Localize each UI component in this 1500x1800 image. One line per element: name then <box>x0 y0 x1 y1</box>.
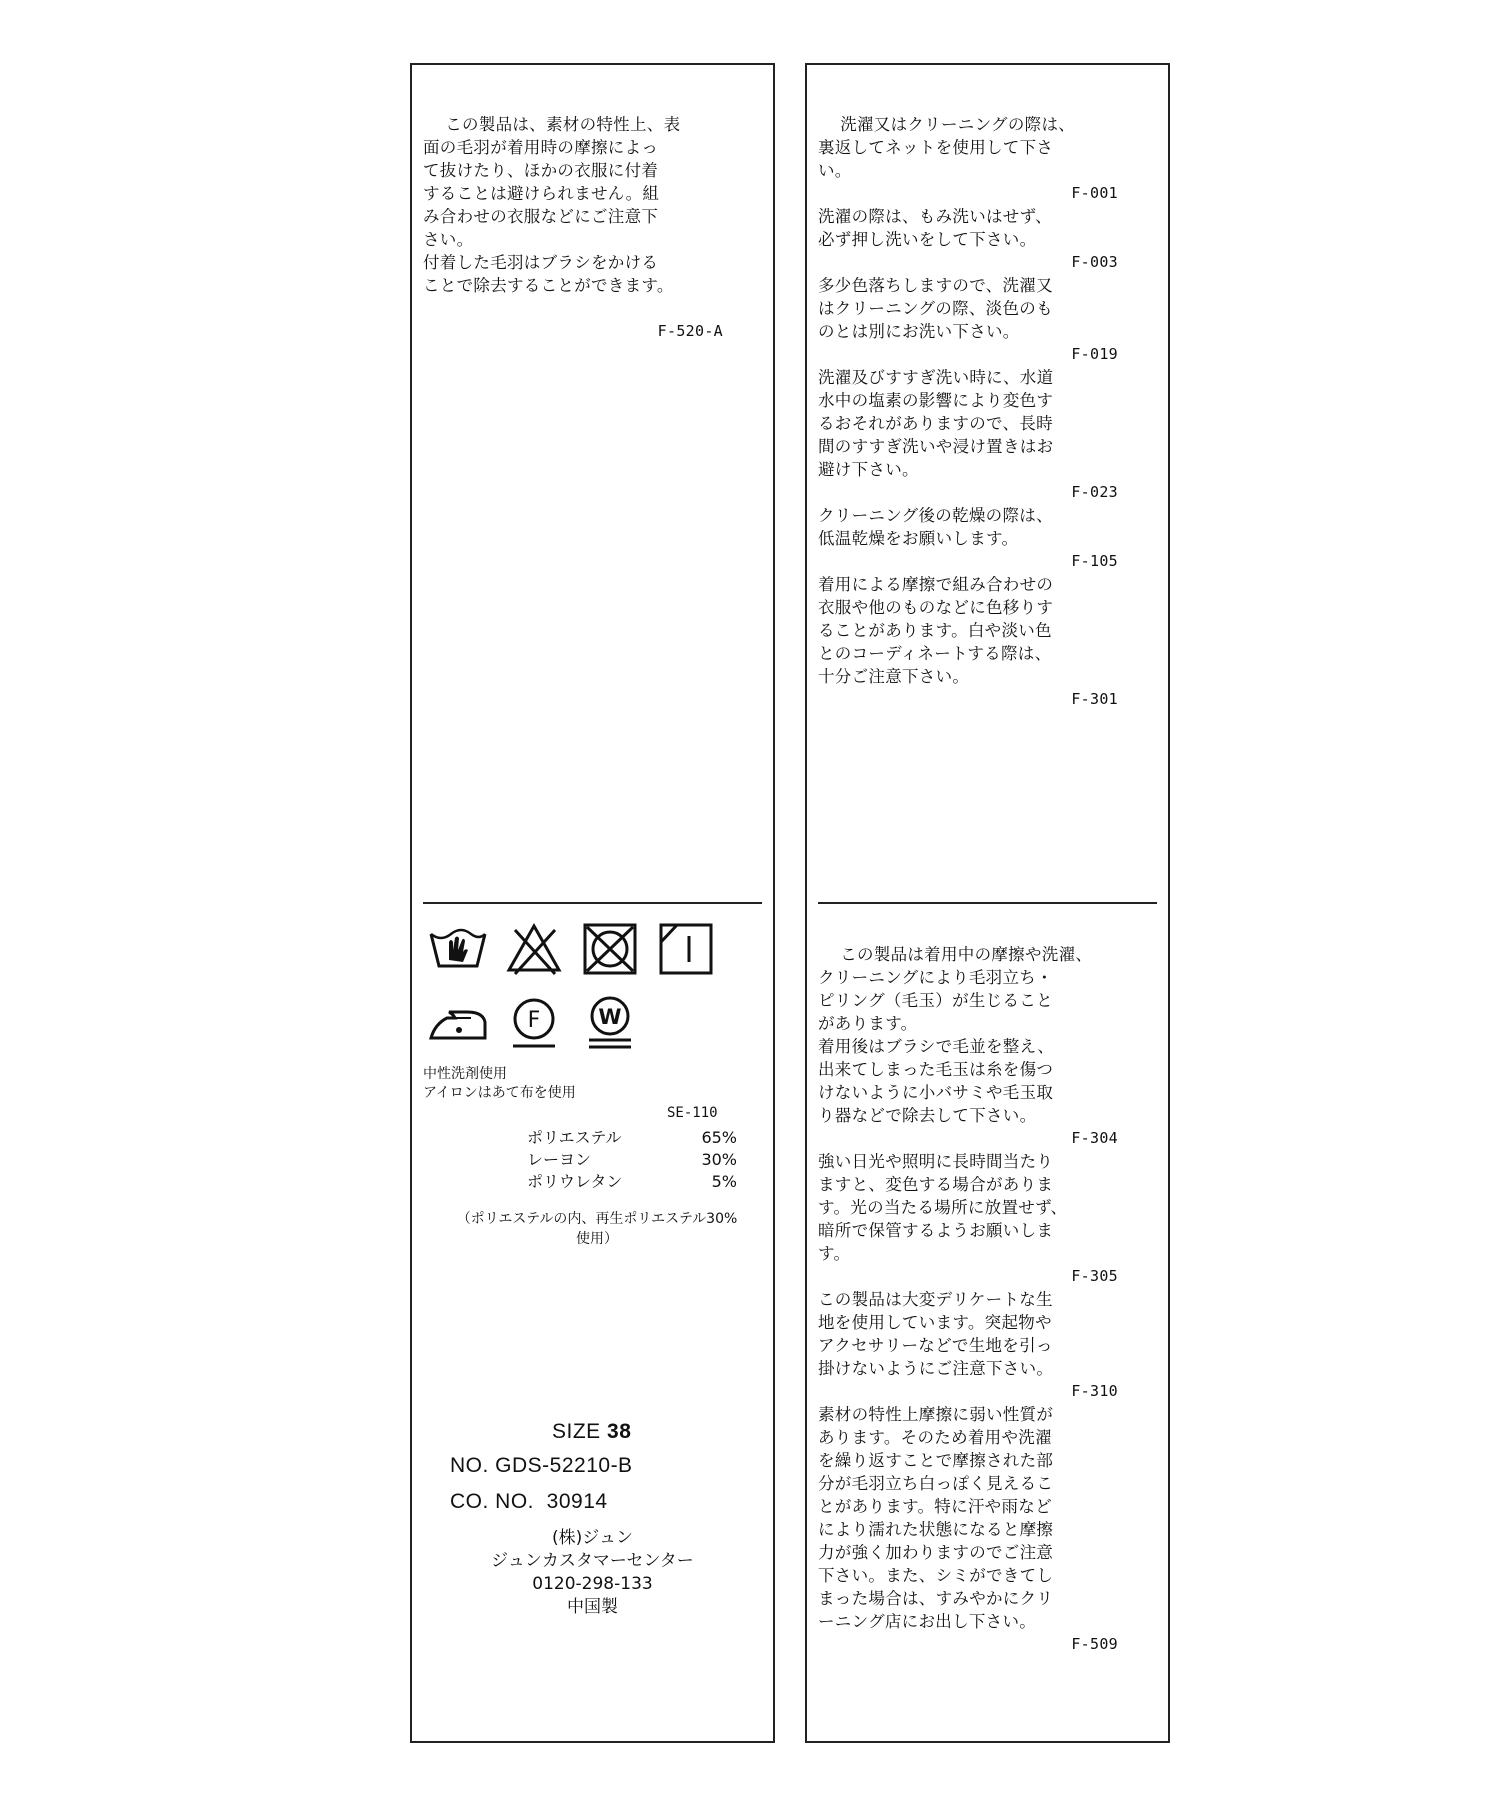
pilling-notice <box>423 90 723 389</box>
care-label-right <box>805 63 1170 1743</box>
hand-wash-icon <box>427 920 489 978</box>
notice-text: 洗濯の際は、もみ洗いはせず、 必ず押し洗いをして下さい。 <box>818 207 1052 249</box>
material-percent: 30% <box>701 1150 737 1169</box>
material-name: レーヨン <box>527 1150 592 1169</box>
notice-text: 着用による摩擦で組み合わせの 衣服や他のものなどに色移りす ることがあります。白や淡い色 とのコーディネートする際は、 十分ご注意下さい。 <box>818 575 1054 686</box>
no-bleach-icon <box>503 920 565 978</box>
notice-code: F-509 <box>1071 1635 1118 1653</box>
svg-text:W: W <box>598 1005 622 1029</box>
notice-code: F-304 <box>1071 1129 1118 1147</box>
size-value: 38 <box>607 1420 632 1443</box>
notice-code: F-305 <box>1071 1267 1118 1285</box>
product-number: NO. GDS-52210-B <box>450 1454 633 1477</box>
notice-code: F-023 <box>1071 483 1118 501</box>
wet-clean-w-icon <box>579 994 641 1052</box>
svg-text:F: F <box>527 1008 541 1033</box>
notice-text: 洗濯及びすすぎ洗い時に、水道 水中の塩素の影響により変色す るおそれがありますので、長時 間のすすぎ洗いや浸け置きはお 避け下さい。 <box>818 368 1054 479</box>
handling-notices <box>818 920 1118 1702</box>
notice-text: この製品は着用中の摩擦や洗濯、 クリーニングにより毛羽立ち・ ピリング（毛玉）が生じること があります。 着用後はブラシで毛並を整え、 出来てしまった毛玉は糸を傷つ けないように小バサミや毛玉取 り器などで除去して下さい。 <box>818 945 1093 1125</box>
company-name: (株)ジュン <box>552 1528 633 1548</box>
label-divider <box>818 902 1157 904</box>
notice-text: 強い日光や照明に長時間当たり ますと、変色する場合がありま す。光の当たる場所に放置せず、 暗所で保管するようお願いしま す。 <box>818 1152 1068 1263</box>
iron-low-icon <box>427 994 489 1052</box>
notice-text: 素材の特性上摩擦に弱い性質が あります。そのため着用や洗濯 を繰り返すことで摩擦された部 分が毛羽立ち白っぽく見えるこ とがあります。特に汗や雨など により濡れた状態になると摩擦 力が強く加わりますのでご注意 下さい。また、シミができてし まった場合は、すみやかにクリ ーニング店にお出し下さい。 <box>818 1405 1054 1631</box>
country-of-origin: 中国製 <box>567 1597 618 1617</box>
co-number: CO. NO. 30914 <box>450 1490 608 1513</box>
notice-text: この製品は大変デリケートな生 地を使用しています。突起物や アクセサリーなどで生地を引っ 掛けないようにご注意下さい。 <box>818 1290 1054 1378</box>
notice-text: この製品は、素材の特性上、表 面の毛羽が着用時の摩擦によっ て抜けたり、ほかの衣服に付着 することは避けられません。組 み合わせの衣服などにご注意下 さい。 付着した毛羽はブラシをかける ことで除去することができます。 <box>423 115 681 295</box>
no-tumble-dry-icon <box>579 920 641 978</box>
notice-code: F-019 <box>1071 345 1118 363</box>
dry-clean-f-icon <box>503 994 565 1052</box>
care-symbols <box>427 920 727 1068</box>
material-percent: 65% <box>701 1128 737 1147</box>
label-divider <box>423 902 762 904</box>
customer-center: ジュンカスタマーセンター <box>491 1551 694 1571</box>
material-name: ポリウレタン <box>527 1172 623 1191</box>
notice-code: F-105 <box>1071 552 1118 570</box>
company-info <box>412 1527 773 1619</box>
se-code: SE-110 <box>667 1105 718 1121</box>
notice-text: 洗濯又はクリーニングの際は、 裏返してネットを使用して下さ い。 <box>818 115 1076 180</box>
instruction-line: アイロンはあて布を使用 <box>423 1085 576 1101</box>
composition-row <box>527 1171 737 1193</box>
material-percent: 5% <box>711 1172 737 1191</box>
notice-code: F-310 <box>1071 1382 1118 1400</box>
size-label: SIZE <box>552 1420 601 1443</box>
notice-text: クリーニング後の乾燥の際は、 低温乾燥をお願いします。 <box>818 506 1053 548</box>
recycled-note: （ポリエステルの内、再生ポリエステル30% 使用） <box>456 1211 738 1247</box>
material-name: ポリエステル <box>527 1128 622 1147</box>
composition-row <box>527 1149 737 1171</box>
size-line <box>552 1420 631 1444</box>
notice-code: F-001 <box>1071 184 1118 202</box>
fiber-composition <box>527 1127 737 1193</box>
line-dry-icon <box>655 920 717 978</box>
care-instructions <box>423 1065 576 1103</box>
composition-row <box>527 1127 737 1149</box>
instruction-line: 中性洗剤使用 <box>423 1066 507 1082</box>
care-label-left <box>410 63 775 1743</box>
phone-number: 0120-298-133 <box>532 1574 653 1594</box>
notice-text: 多少色落ちしますので、洗濯又 はクリーニングの際、淡色のも のとは別にお洗い下さい。 <box>818 276 1053 341</box>
notice-code: F-520-A <box>657 322 723 340</box>
notice-code: F-003 <box>1071 253 1118 271</box>
washing-notices <box>818 90 1118 757</box>
notice-code: F-301 <box>1071 690 1118 708</box>
